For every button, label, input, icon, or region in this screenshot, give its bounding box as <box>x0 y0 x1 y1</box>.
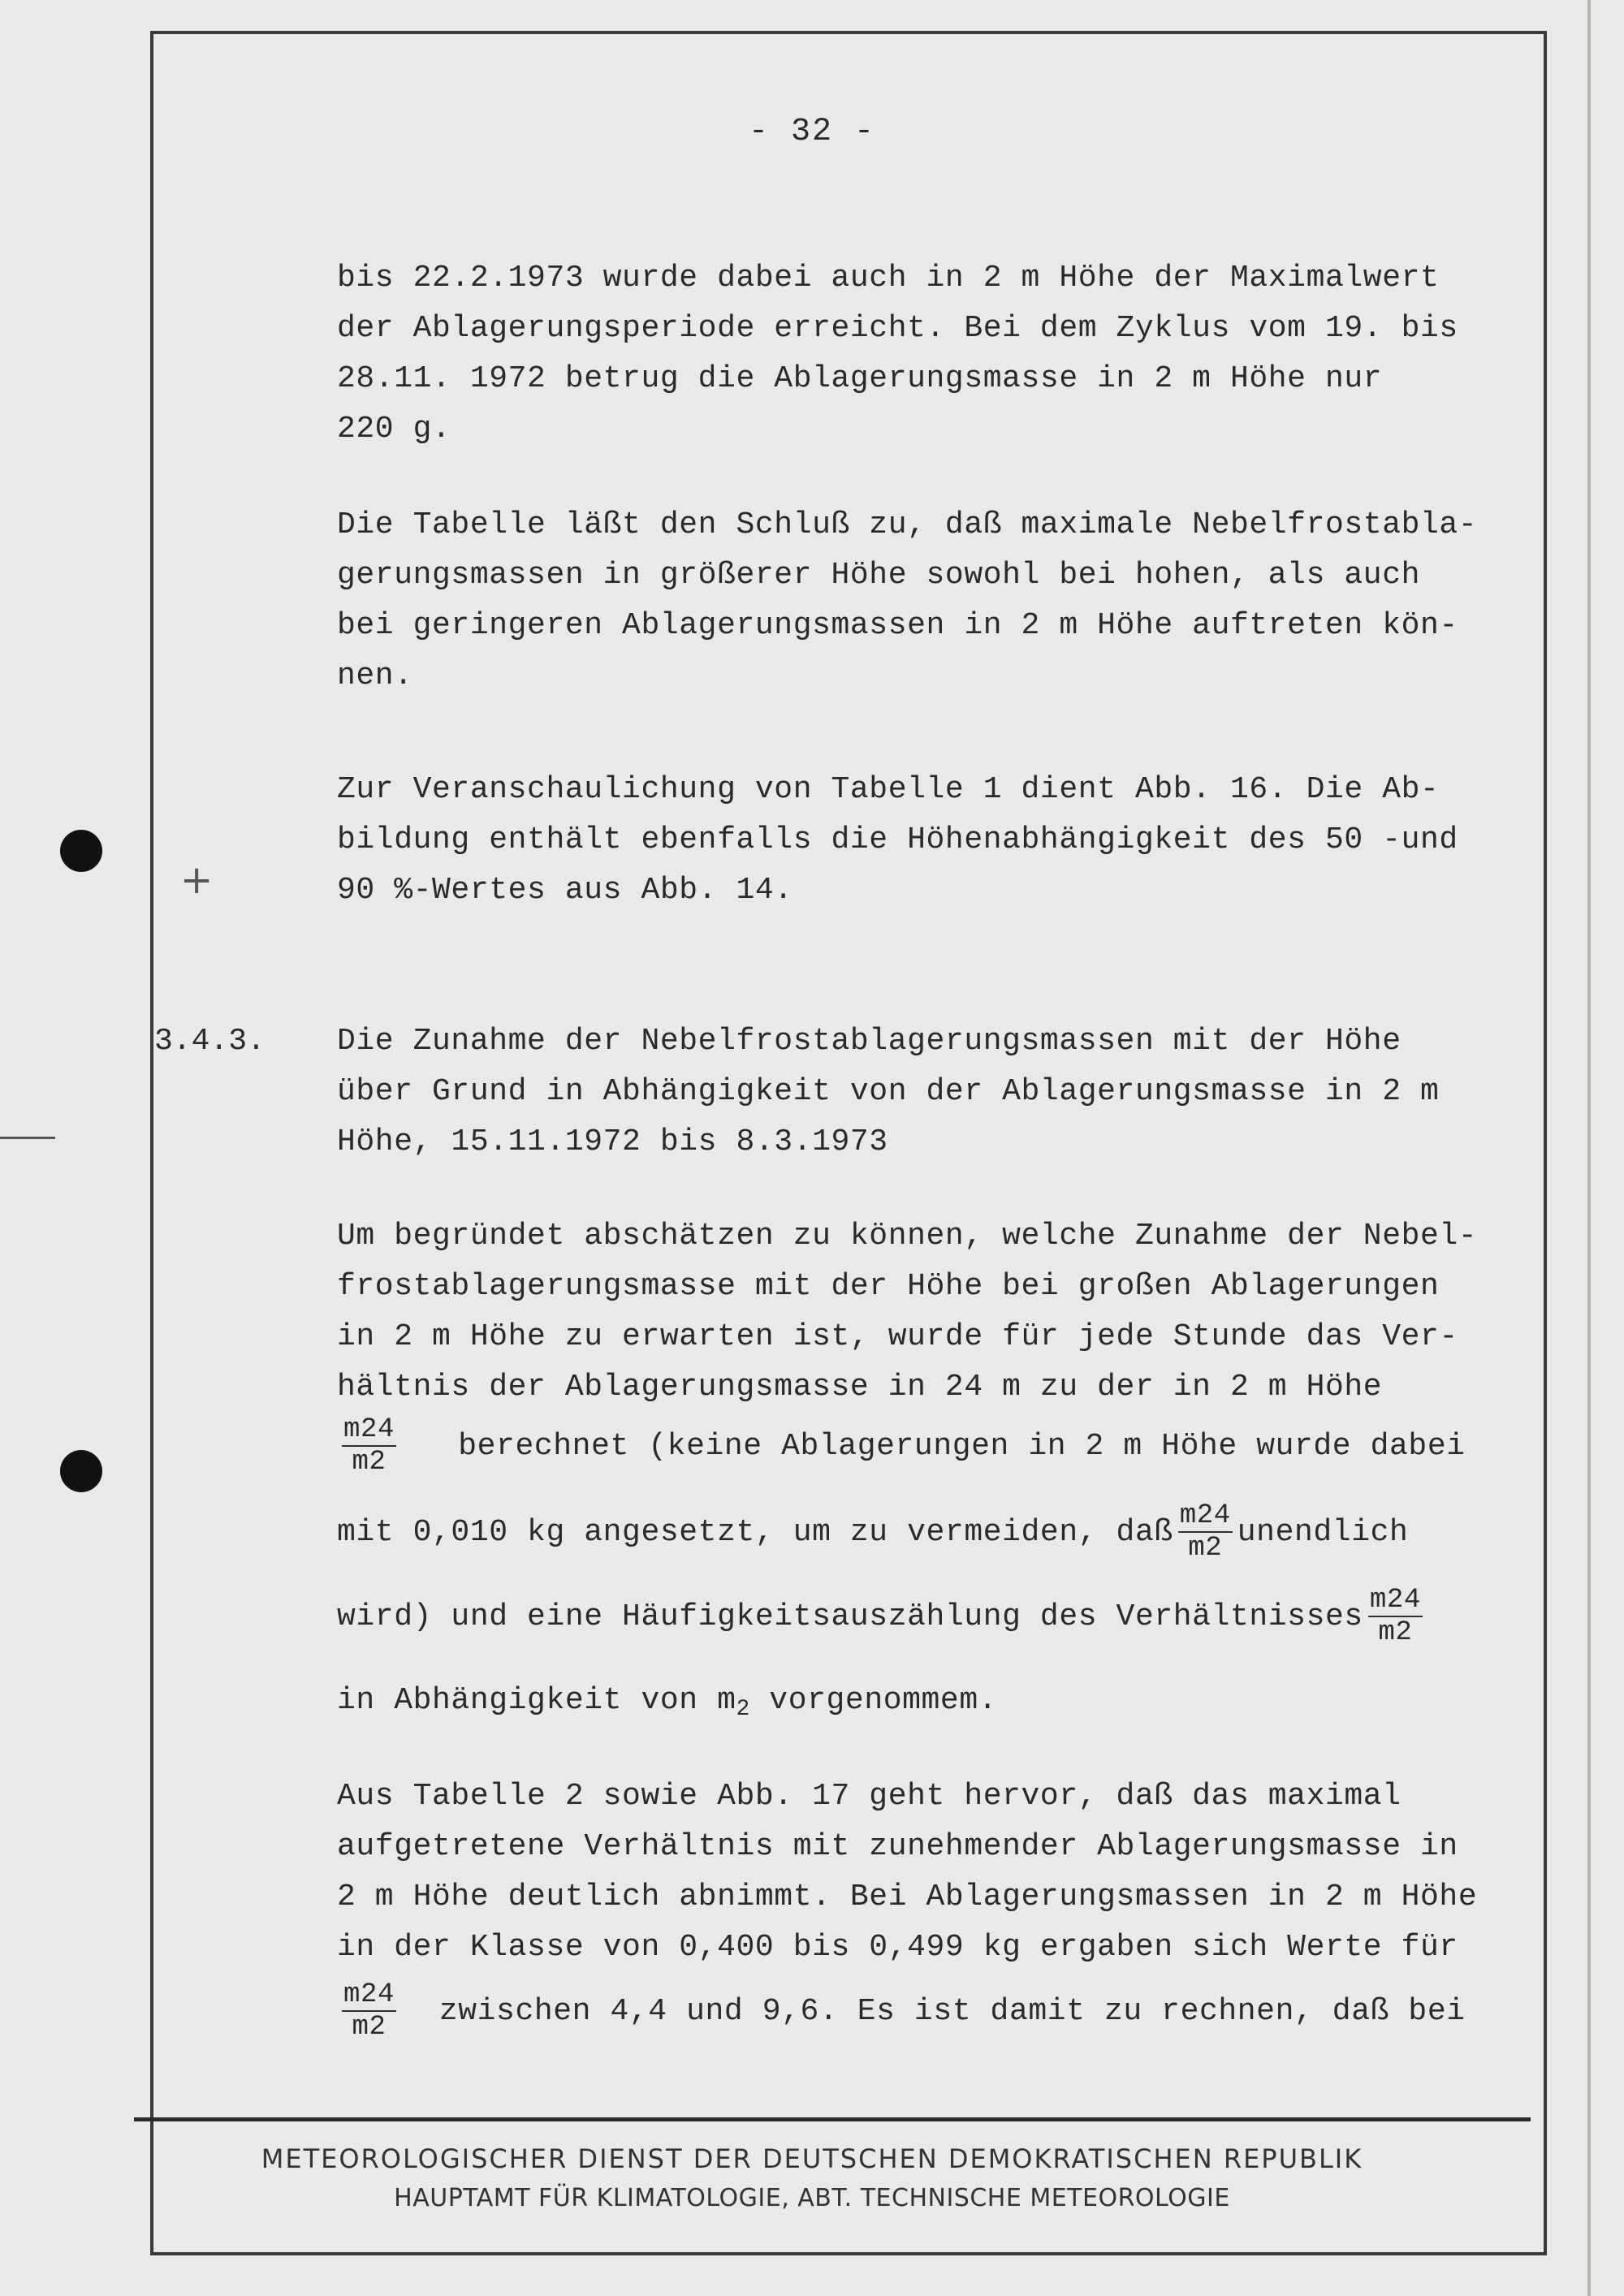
paragraph-3 <box>337 765 1458 916</box>
text-line: der Ablagerungsperiode erreicht. Bei dem Zyklus vom 19. bis <box>337 311 1458 346</box>
paragraph-1 <box>337 253 1458 455</box>
ratio-fraction <box>342 1416 396 1476</box>
text-line: 90 %-Wertes aus Abb. 14. <box>337 873 793 908</box>
text-line: Um begründet abschätzen zu können, welche Zunahme der Nebel- <box>337 1219 1478 1254</box>
text-line: 220 g. <box>337 412 451 447</box>
text-line: 2 m Höhe deutlich abnimmt. Bei Ablagerungsmassen in 2 m Höhe <box>337 1880 1478 1914</box>
ratio-fraction <box>342 1981 396 2041</box>
text-line: Die Tabelle läßt den Schluß zu, daß maximale Nebelfrostabla- <box>337 507 1478 542</box>
footer-department: HAUPTAMT FÜR KLIMATOLOGIE, ABT. TECHNISCHE METEOROLOGIE <box>394 2184 1230 2212</box>
text-line: aufgetretene Verhältnis mit zunehmender Ablagerungsmasse in <box>337 1829 1458 1864</box>
text-line-with-fraction: wird) und eine Häufigkeitsauszählung des Verhältnisses $\frac{m24}{m2}$ <box>337 1585 1421 1648</box>
page-number: - 32 - <box>748 114 876 150</box>
text-line: bildung enthält ebenfalls die Höhenabhängigkeit des 50 -und <box>337 822 1458 857</box>
fraction-numerator: m24 <box>1179 1500 1231 1531</box>
paragraph-4 <box>337 1211 1477 1413</box>
margin-mark <box>0 1137 55 1139</box>
text-line: gerungsmassen in größerer Höhe sowohl bei hohen, als auch <box>337 558 1421 593</box>
fraction-line <box>337 1416 1466 1476</box>
text-line-with-fraction: mit 0,010 kg angesetzt, um zu vermeiden, daß $\frac{m24}{m2}$ unendlich <box>337 1500 1409 1564</box>
text-line: 28.11. 1972 betrug die Ablagerungsmasse in 2 m Höhe nur <box>337 361 1383 396</box>
section-heading <box>337 1016 1439 1167</box>
footer-divider <box>134 2117 1531 2121</box>
text-line: über Grund in Abhängigkeit von der Ablagerungsmasse in 2 m <box>337 1074 1440 1109</box>
text-line: in Abhängigkeit von $m_2$ vorgenommem. <box>337 1683 998 1722</box>
text-line: nen. <box>337 658 413 693</box>
text-line: frostablagerungsmasse mit der Höhe bei großen Ablagerungen <box>337 1269 1440 1304</box>
text-line: Höhe, 15.11.1972 bis 8.3.1973 <box>337 1124 888 1159</box>
fraction-numerator: m24 <box>1369 1585 1421 1616</box>
text-line: hältnis der Ablagerungsmasse in 24 m zu der in 2 m Höhe <box>337 1370 1383 1405</box>
margin-cross-mark: + <box>180 857 214 903</box>
text-line: bis 22.2.1973 wurde dabei auch in 2 m Höhe der Maximalwert <box>337 261 1440 296</box>
punch-hole-top <box>60 830 102 872</box>
footer-institution: METEOROLOGISCHER DIENST DER DEUTSCHEN DEMOKRATISCHEN REPUBLIK <box>261 2143 1363 2174</box>
paragraph-2 <box>337 500 1477 701</box>
ratio-fraction <box>1368 1586 1423 1646</box>
page-edge <box>1587 0 1591 2296</box>
fraction-denominator: m2 <box>352 2012 387 2043</box>
fraction-denominator: m2 <box>1378 1617 1413 1648</box>
fraction-numerator: m24 <box>343 1414 395 1445</box>
text-line: in 2 m Höhe zu erwarten ist, wurde für jede Stunde das Ver- <box>337 1319 1458 1354</box>
ratio-fraction <box>1178 1502 1233 1562</box>
fraction-denominator: m2 <box>1188 1533 1223 1564</box>
text-line: Die Zunahme der Nebelfrostablagerungsmassen mit der Höhe <box>337 1024 1402 1059</box>
text-line: zwischen 4,4 und 9,6. Es ist damit zu rechnen, daß bei <box>438 1994 1466 2030</box>
text-line: Aus Tabelle 2 sowie Abb. 17 geht hervor, daß das maximal <box>337 1779 1402 1814</box>
fraction-line <box>337 1981 1466 2041</box>
fraction-denominator: m2 <box>352 1447 387 1478</box>
fraction-numerator: m24 <box>343 1979 395 2010</box>
text-line: bei geringeren Ablagerungsmassen in 2 m Höhe auftreten kön- <box>337 608 1458 643</box>
punch-hole-bottom <box>60 1450 102 1492</box>
section-number: 3.4.3. <box>154 1024 266 1059</box>
text-line: Zur Veranschaulichung von Tabelle 1 dient Abb. 16. Die Ab- <box>337 772 1440 807</box>
paragraph-5 <box>337 1772 1477 1973</box>
text-line: berechnet (keine Ablagerungen in 2 m Höhe wurde dabei <box>458 1429 1466 1465</box>
text-line: in der Klasse von 0,400 bis 0,499 kg ergaben sich Werte für <box>337 1930 1458 1965</box>
